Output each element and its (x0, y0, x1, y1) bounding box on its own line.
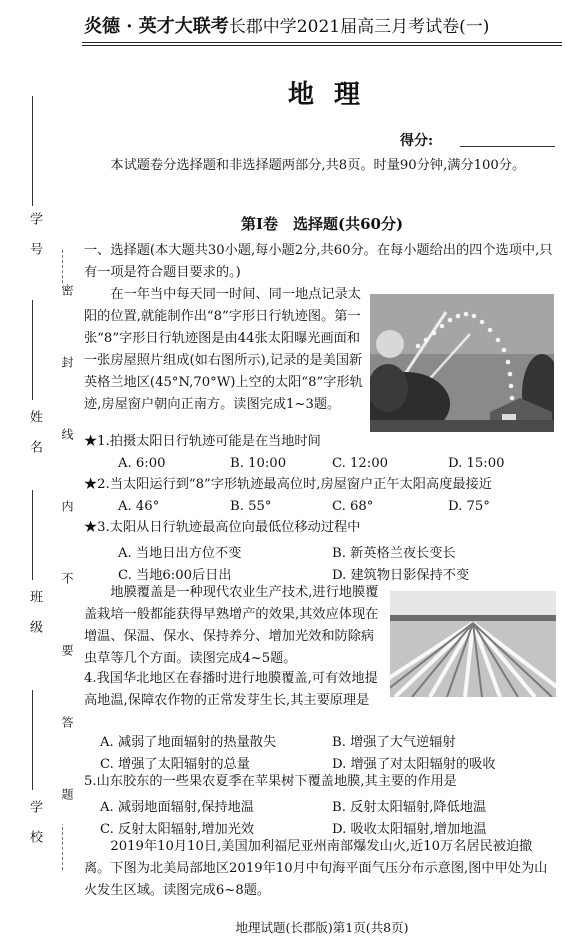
question-2-stem: ★2.当太阳运行到“8”字形轨迹最高位时,房屋窗户正午太阳高度最接近 (84, 477, 492, 492)
name-label: 姓 名 (27, 410, 42, 455)
question-3-stem: ★3.太阳从日行轨迹最高位向最低位移动过程中 (84, 520, 361, 535)
exam-header (84, 12, 560, 38)
passage-2: 地膜覆盖是一种现代农业生产技术,进行地膜覆盖栽培一般都能获得早熟增产的效果,其效应体现在增温、保温、保水、保持养分、增加光效和防除病虫草等几个方面。读图完成4~5题。 (84, 585, 379, 666)
page-footer: 地理试题(长郡版)第1页(共8页) (235, 920, 409, 935)
class-label: 班 级 (27, 590, 42, 635)
mulch-film-photo (390, 591, 556, 697)
q4-option-b[interactable]: B. 增强了大气逆辐射 (332, 735, 456, 750)
school-label: 学 校 (27, 800, 42, 845)
analemma-photo-graphic (370, 294, 554, 432)
q2-option-a[interactable]: A. 46° (118, 499, 160, 514)
q2-option-b[interactable]: B. 55° (230, 499, 272, 514)
header-rule (82, 42, 562, 43)
student-id-blank[interactable] (32, 96, 33, 206)
intro-text: 本试题卷分选择题和非选择题两部分,共8页。时量90分钟,满分100分。 (110, 158, 526, 173)
q3-option-b[interactable]: B. 新英格兰夜长变长 (332, 546, 456, 561)
q1-option-c[interactable]: C. 12:00 (332, 456, 389, 471)
binding-strip (0, 0, 80, 946)
part1-instructions: 一、选择题(本大题共30小题,每小题2分,共60分。在每小题给出的四个选项中,只有一项是符合题目要求的。) (84, 243, 553, 280)
class-blank[interactable] (32, 490, 33, 580)
q1-option-a[interactable]: A. 6:00 (118, 456, 166, 471)
header-rule-2 (82, 45, 562, 46)
q5-option-d[interactable]: D. 吸收太阳辐射,增加地温 (332, 822, 487, 837)
q4-option-d[interactable]: D. 增强了对太阳辐射的吸收 (332, 757, 496, 772)
q5-option-c[interactable]: C. 反射太阳辐射,增加光效 (100, 822, 255, 837)
subject-title: 地理 (287, 80, 380, 110)
name-blank[interactable] (32, 300, 33, 400)
q5-option-b[interactable]: B. 反射太阳辐射,降低地温 (332, 800, 487, 815)
q1-option-b[interactable]: B. 10:00 (230, 456, 287, 471)
passage-1: 在一年当中每天同一时间、同一地点记录太阳的位置,就能制作出“8”字形日行轨迹图。第一张“8”字形日行轨迹图是由44张太阳曝光画面和一张房屋照片组成(如右图所示),记录的是美国新英格兰地区(45°N,70°W)上空的太阳“8”字形轨迹,房屋窗户朝向正南方。读图完成1~3题。 (84, 287, 363, 412)
q1-option-d[interactable]: D. 15:00 (448, 456, 505, 471)
q4-option-c[interactable]: C. 增强了太阳辐射的总量 (100, 757, 250, 772)
seal-line-text: 密 封 线 内 不 要 答 题 (60, 284, 74, 824)
score-label: 得分: (400, 133, 434, 149)
q2-option-d[interactable]: D. 75° (448, 499, 490, 514)
q4-option-a[interactable]: A. 减弱了地面辐射的热量散失 (100, 735, 277, 750)
analemma-photo (370, 294, 554, 432)
q3-option-c[interactable]: C. 当地6:00后日出 (118, 568, 232, 583)
header-rest: 长郡中学2021届高三月考试卷(一) (228, 17, 490, 37)
school-blank[interactable] (32, 690, 33, 790)
question-1-stem: ★1.拍摄太阳日行轨迹可能是在当地时间 (84, 434, 321, 449)
question-5-stem: 5.山东胶东的一些果农夏季在苹果树下覆盖地膜,其主要的作用是 (84, 774, 457, 789)
mulch-film-photo-graphic (390, 591, 556, 697)
q3-option-d[interactable]: D. 建筑物日影保持不变 (332, 568, 470, 583)
question-4-stem: 4.我国华北地区在春播时进行地膜覆盖,可有效地提高地温,保障农作物的正常发芽生长,其主要原理是 (84, 671, 378, 708)
section-title: 第Ⅰ卷 选择题(共60分) (240, 215, 404, 233)
q5-option-a[interactable]: A. 减弱地面辐射,保持地温 (100, 800, 254, 815)
student-id-label: 学 号 (27, 212, 42, 257)
q2-option-c[interactable]: C. 68° (332, 499, 374, 514)
header-brand: 炎德 · 英才大联考 (84, 16, 229, 37)
passage-3: 2019年10月10日,美国加利福尼亚州南部爆发山火,近10万名居民被迫撤离。下图为北美局部地区2019年10月中旬海平面气压分布示意图,图中甲处为山火发生区域。读图完成6~8题。 (84, 839, 548, 898)
score-blank[interactable] (460, 146, 555, 147)
q3-option-a[interactable]: A. 当地日出方位不变 (118, 546, 242, 561)
